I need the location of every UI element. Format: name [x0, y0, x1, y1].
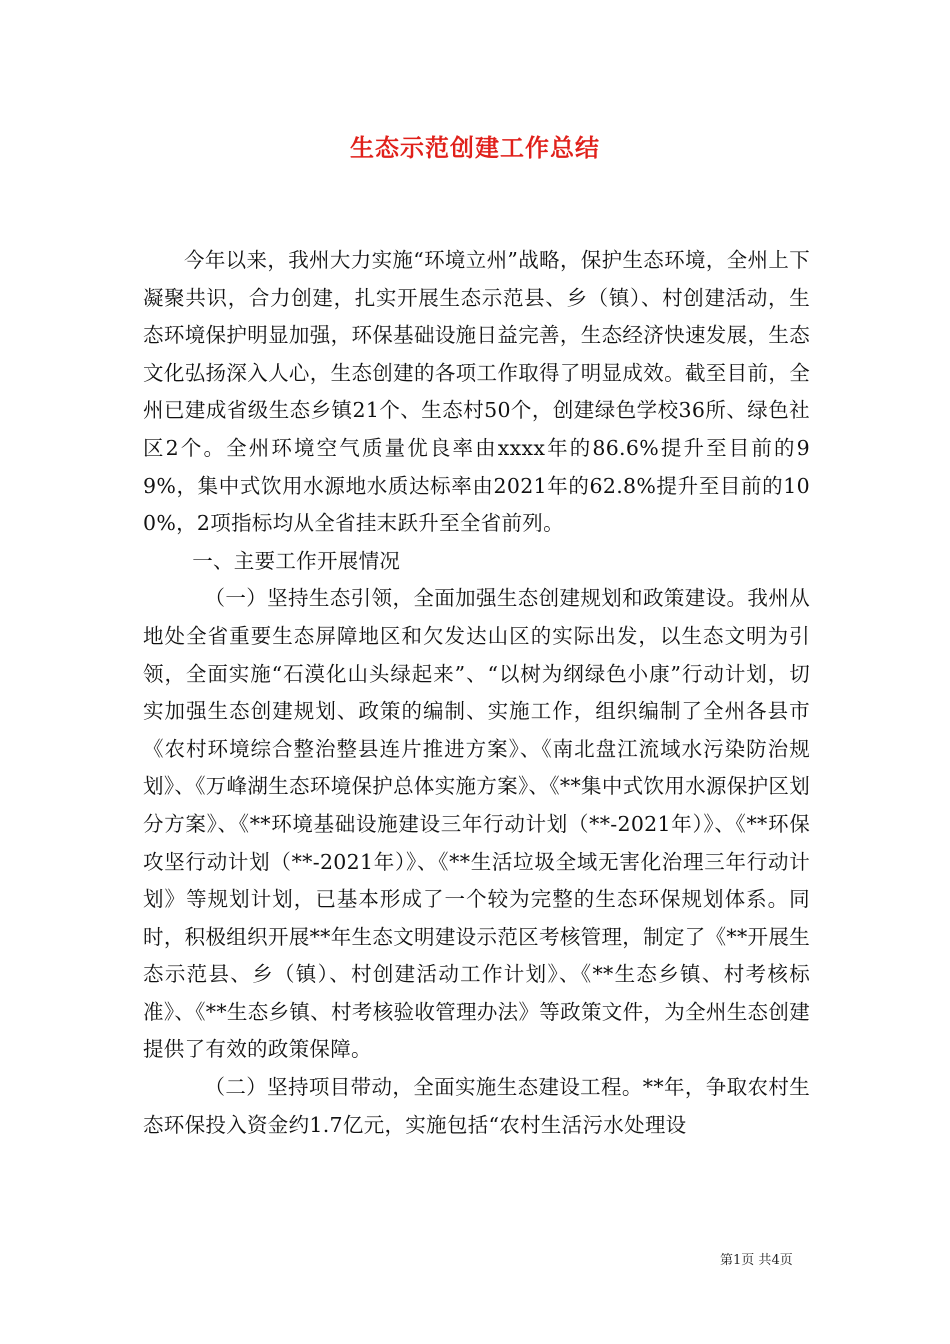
document-title: 生态示范创建工作总结 [350, 133, 600, 162]
total-pages: 4 [771, 1253, 780, 1268]
page-number [720, 1252, 840, 1270]
subsection-paragraph-2: （二）坚持项目带动，全面实施生态建设工程。**年，争取农村生态环保投入资金约1.7亿元，实施包括“农村生活污水处理设 [143, 1075, 810, 1137]
subsection-paragraph-1: （一）坚持生态引领，全面加强生态创建规划和政策建设。我州从地处全省重要生态屏障地区和欠发达山区的实际出发，以生态文明为引领，全面实施“石漠化山头绿起来”、“以树为纲绿色小康”行动计划，切实加强生态创建规划、政策的编制、实施工作，组织编制了全州各县市《农村环境综合整治整县连片推进方案》、《南北盘江流域水污染防治规划》、《万峰湖生态环境保护总体实施方案》、《**集中式饮用水源保护区划分方案》、《**环境基础设施建设三年行动计划（**-2021年）》、《**环保攻坚行动计划（**-2021年）》、《**生活垃圾全域无害化治理三年行动计划》等规划计划，已基本形成了一个较为完整的生态环保规划体系。同时，积极组织开展**年生态文明建设示范区考核管理，制定了《**开展生态示范县、乡（镇）、村创建活动工作计划》、《**生态乡镇、村考核标准》、《**生态乡镇、村考核验收管理办法》等政策文件，为全州生态创建提供了有效的政策保障。 [143, 586, 810, 1062]
section-heading: 一、主要工作开展情况 [192, 548, 401, 573]
page-label: 第 [720, 1253, 734, 1268]
intro-paragraph: 今年以来，我州大力实施“环境立州”战略，保护生态环境，全州上下凝聚共识，合力创建，扎实开展生态示范县、乡（镇）、村创建活动，生态环境保护明显加强，环保基础设施日益完善，生态经济快速发展，生态文化弘扬深入人心，生态创建的各项工作取得了明显成效。截至目前，全州已建成省级生态乡镇21个、生态村50个，创建绿色学校36所、绿色社区2个。全州环境空气质量优良率由xxxx年的86.6%提升至目前的99%，集中式饮用水源地水质达标率由2021年的62.8%提升至目前的100%，2项指标均从全省挂末跃升至全省前列。 [143, 248, 810, 536]
document-body [143, 242, 810, 1144]
current-page: 1 [733, 1253, 742, 1268]
page-mid-label: 页 共 [741, 1253, 772, 1268]
page-end-label: 页 [779, 1253, 793, 1268]
